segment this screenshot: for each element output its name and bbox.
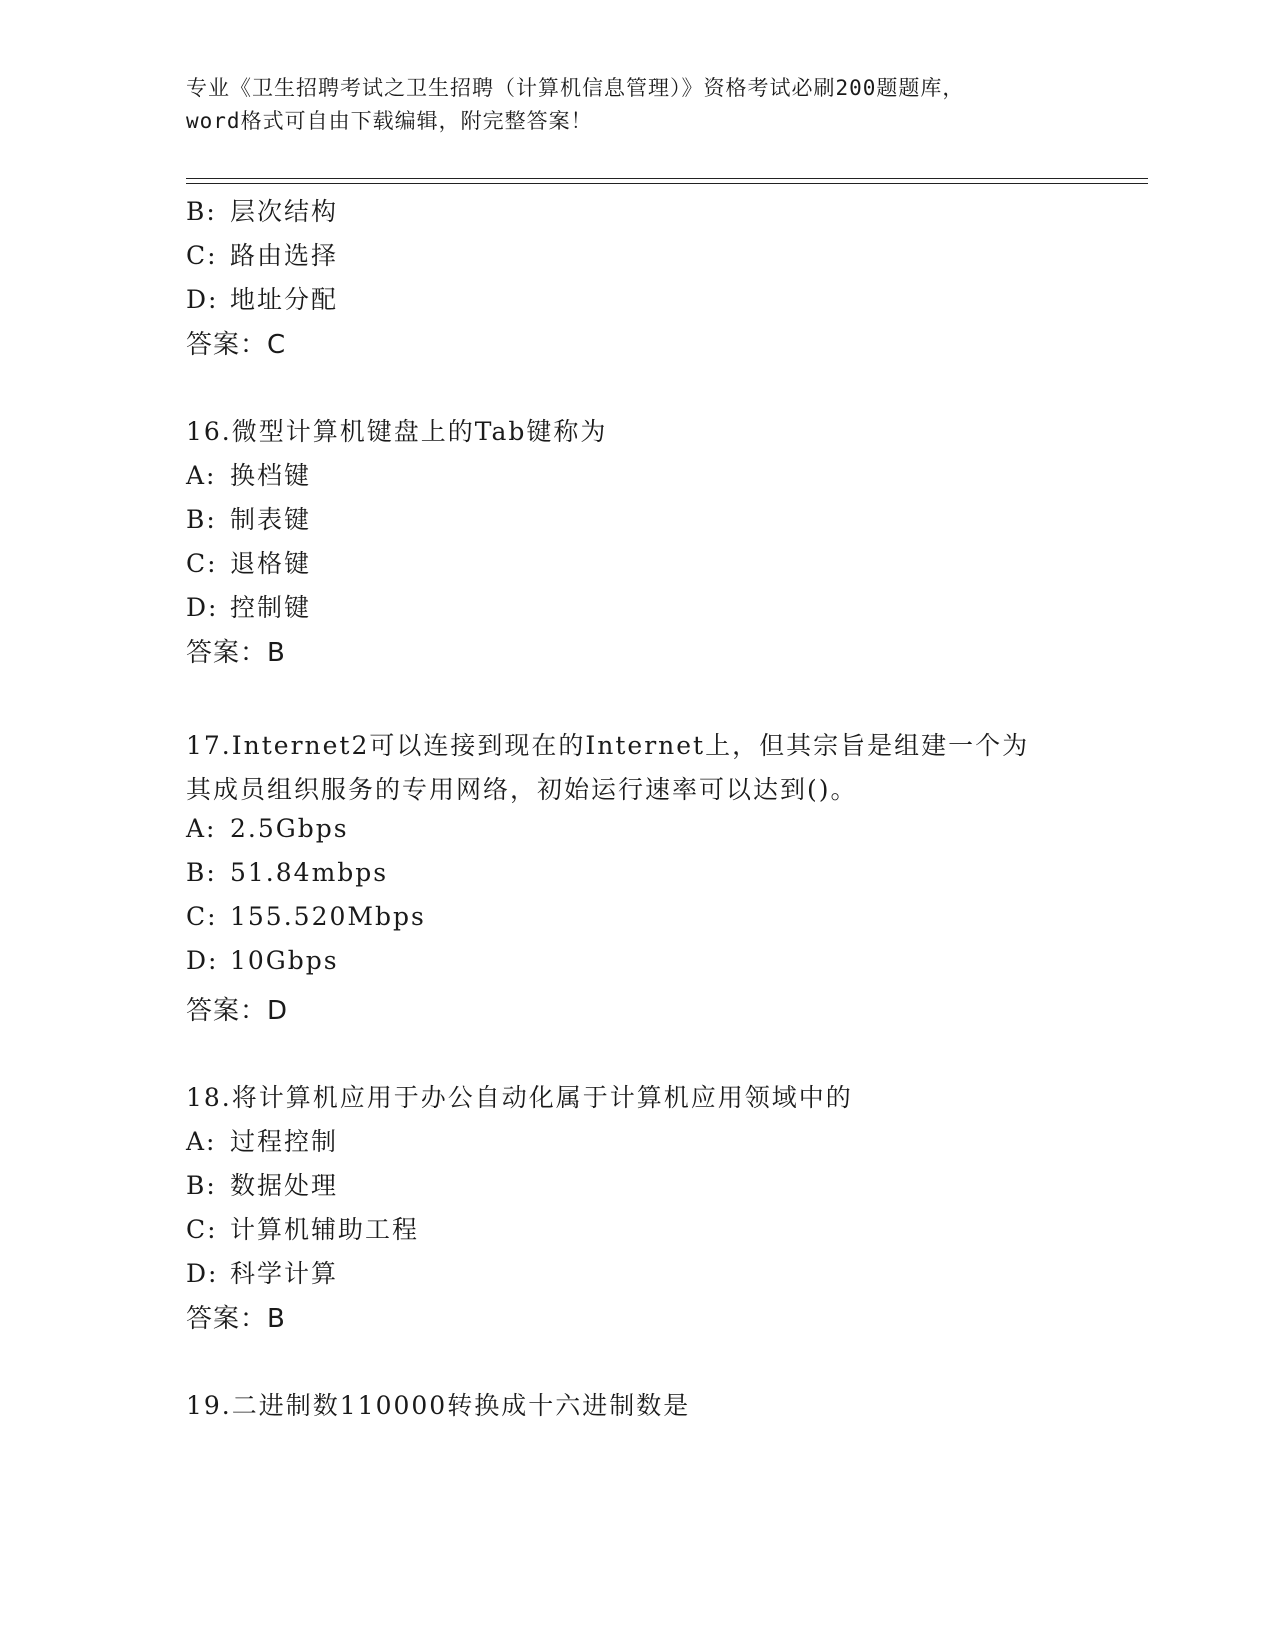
option-text: 计算机辅助工程: [230, 1215, 420, 1244]
option-text: 51.84mbps: [230, 858, 389, 887]
question-16-stem: 16.微型计算机键盘上的Tab键称为: [186, 417, 608, 446]
option-a: [186, 814, 349, 843]
option-key: B:: [186, 858, 217, 887]
option-c: [186, 1210, 419, 1246]
option-key: A:: [186, 1127, 217, 1156]
option-a: [186, 1122, 338, 1158]
option-b: [186, 192, 338, 228]
option-d: [186, 1254, 338, 1290]
option-text: 控制键: [230, 593, 312, 622]
option-text: 科学计算: [230, 1259, 339, 1288]
option-key: C:: [186, 241, 218, 270]
option-key: C:: [186, 549, 218, 578]
header-line-1: 专业《卫生招聘考试之卫生招聘（计算机信息管理）》资格考试必刷200题题库，: [186, 76, 965, 100]
option-key: A:: [186, 814, 217, 843]
answer-line: 答案：C: [186, 330, 287, 360]
header-line-2: word格式可自由下载编辑，附完整答案！: [186, 109, 593, 133]
option-text: 层次结构: [230, 197, 339, 226]
option-key: B:: [186, 505, 217, 534]
option-d: [186, 280, 338, 316]
option-key: D:: [186, 285, 219, 314]
option-key: B:: [186, 197, 217, 226]
option-text: 路由选择: [230, 241, 339, 270]
option-key: A:: [186, 461, 217, 490]
option-text: 10Gbps: [230, 946, 339, 975]
question-17-stem-line-1: 17.Internet2可以连接到现在的Internet上，但其宗旨是组建一个为: [186, 731, 1030, 760]
option-text: 退格键: [230, 549, 312, 578]
option-a: [186, 456, 311, 492]
option-key: B:: [186, 1171, 217, 1200]
option-c: [186, 902, 426, 931]
option-b: [186, 500, 311, 536]
option-key: D:: [186, 1259, 219, 1288]
option-text: 换档键: [230, 461, 312, 490]
option-text: 155.520Mbps: [230, 902, 426, 931]
document-header: [186, 72, 1086, 138]
option-text: 地址分配: [230, 285, 339, 314]
option-c: [186, 544, 311, 580]
option-text: 制表键: [230, 505, 312, 534]
option-text: 2.5Gbps: [230, 814, 349, 843]
header-rule-top: [186, 178, 1148, 179]
option-d: [186, 946, 339, 975]
question-17-stem-line-2: 其成员组织服务的专用网络，初始运行速率可以达到()。: [186, 775, 858, 804]
question-18-stem: 18.将计算机应用于办公自动化属于计算机应用领域中的: [186, 1083, 853, 1112]
option-b: [186, 858, 388, 887]
option-d: [186, 588, 311, 624]
option-c: [186, 236, 338, 272]
answer-line: 答案：B: [186, 638, 286, 668]
header-rule-bottom: [186, 183, 1148, 184]
option-key: C:: [186, 902, 218, 931]
answer-line: 答案：B: [186, 1304, 286, 1334]
option-key: D:: [186, 593, 219, 622]
option-b: [186, 1166, 338, 1202]
option-text: 数据处理: [230, 1171, 339, 1200]
option-key: C:: [186, 1215, 218, 1244]
option-text: 过程控制: [230, 1127, 339, 1156]
answer-line: 答案：D: [186, 996, 289, 1026]
option-key: D:: [186, 946, 219, 975]
question-19-stem: 19.二进制数110000转换成十六进制数是: [186, 1391, 691, 1420]
